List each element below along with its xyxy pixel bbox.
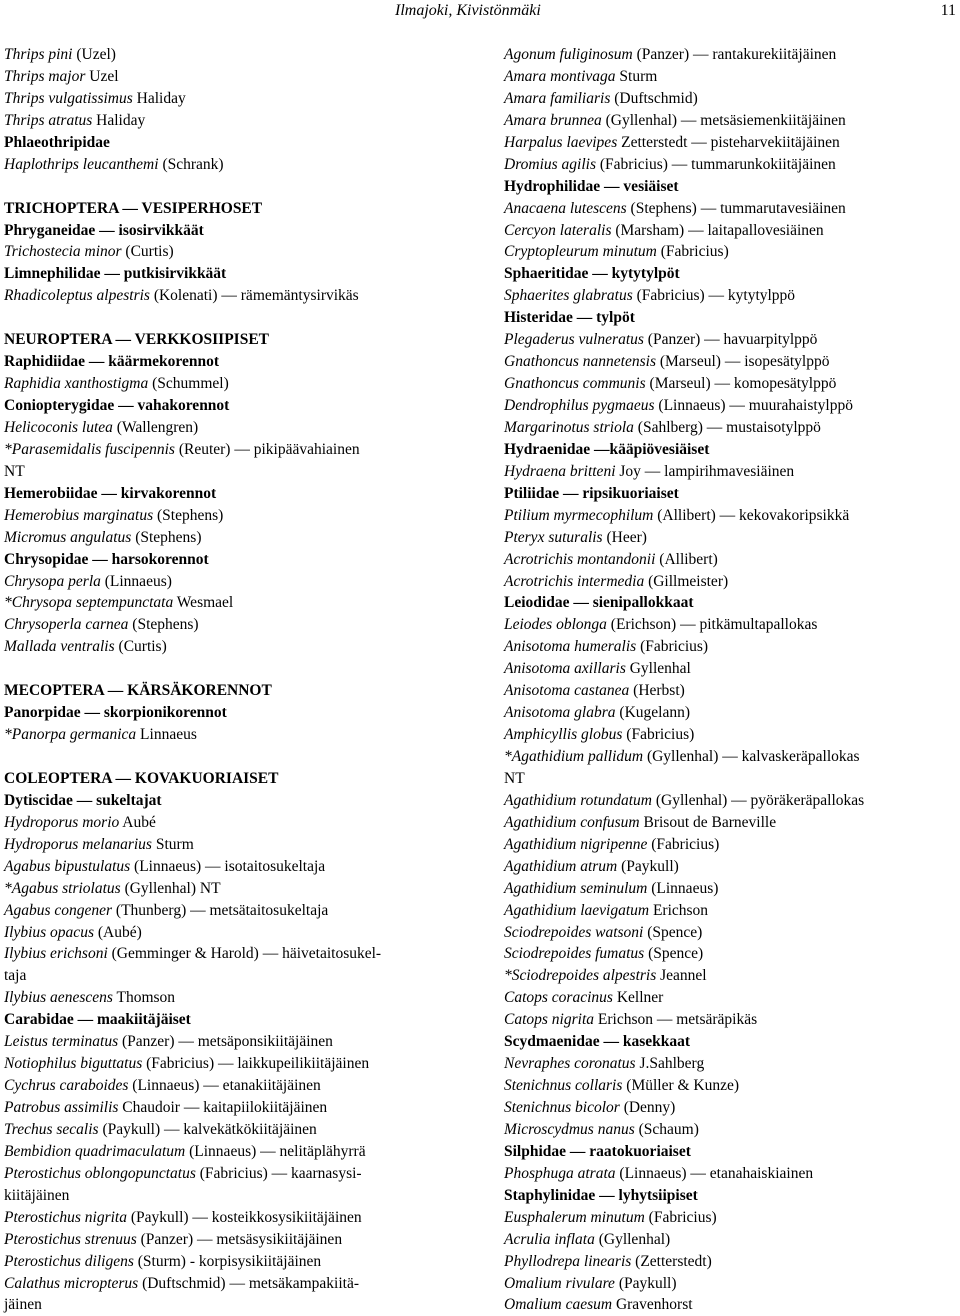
species-name: Cychrus caraboides (4, 1077, 129, 1095)
species-entry (4, 1119, 462, 1141)
species-entry (504, 110, 960, 132)
species-entry (504, 220, 960, 242)
taxon-heading: Ptiliidae — ripsikuoriaiset (504, 484, 679, 502)
species-entry (504, 154, 960, 176)
species-name: Omalium rivulare (504, 1274, 615, 1292)
species-name: Hydroporus melanarius (4, 835, 152, 853)
taxon-heading: Histeridae — tylpöt (504, 309, 635, 327)
taxon-heading: Phlaeothripidae (4, 133, 110, 151)
entry-text: (Panzer) — havuarpitylppö (643, 331, 818, 349)
entry-text: (Linnaeus) — isotaitosukeltaja (130, 857, 326, 875)
entry-text: Haliday (132, 89, 186, 107)
entry-text: (Reuter) — pikipäävahiainen (174, 440, 360, 458)
species-name: Chrysopa perla (4, 572, 101, 590)
entry-text: Sturm (151, 835, 194, 853)
entry-text: (Zetterstedt) (631, 1252, 712, 1270)
species-entry (4, 285, 462, 307)
taxon-heading: Staphylinidae — lyhytsiipiset (504, 1186, 698, 1204)
species-name: Sciodrepoides watsoni (504, 923, 644, 941)
species-entry (504, 571, 960, 593)
entry-text: Uzel (85, 67, 119, 85)
species-name: Pterostichus strenuus (4, 1230, 137, 1248)
entry-text: (Heer) (602, 528, 647, 546)
entry-text: (Duftschmid) — metsäkampakiitä- (138, 1274, 360, 1292)
species-name: Acrotrichis montandonii (504, 550, 656, 568)
species-entry (504, 285, 960, 307)
species-entry (4, 922, 462, 944)
entry-text: (Fabricius) (644, 1208, 717, 1226)
species-name: Thrips major (4, 67, 86, 85)
entry-text: (Gyllenhal) — kalvaskeräpallokas (643, 748, 860, 765)
species-entry (504, 549, 960, 571)
species-entry (4, 44, 462, 66)
entry-text: (Spence) (643, 923, 703, 941)
species-entry (4, 1053, 462, 1075)
species-name: *Panorpa germanica (4, 726, 137, 744)
species-name: *Parasemidalis fuscipennis (4, 440, 175, 458)
species-entry (504, 724, 960, 746)
species-entry (4, 1163, 462, 1185)
species-name: Hemerobius marginatus (4, 506, 154, 524)
taxon-heading: Coniopterygidae — vahakorennot (4, 397, 230, 414)
species-name: Margarinotus striola (504, 418, 634, 436)
species-entry (504, 900, 960, 922)
species-entry (504, 834, 960, 856)
entry-text: (Schrank) (158, 155, 224, 173)
species-name: Notiophilus biguttatus (4, 1055, 143, 1073)
species-name: Ptilium myrmecophilum (504, 506, 654, 524)
species-entry (504, 922, 960, 944)
page-number: 11 (940, 2, 956, 19)
species-name: Haplothrips leucanthemi (4, 155, 159, 173)
taxon-heading: Carabidae — maakiitäjäiset (4, 1011, 191, 1029)
right-column (504, 44, 960, 1316)
entry-text: (Paykull) (617, 857, 679, 875)
species-entry (504, 461, 960, 483)
entry-text: Chaudoir — kaitapiilokiitäjäinen (118, 1099, 328, 1116)
taxon-heading: Dytiscidae — sukeltajat (4, 791, 162, 809)
blank-line (4, 658, 462, 680)
species-name: Trechus secalis (4, 1120, 99, 1138)
species-name: Agathidium seminulum (504, 879, 648, 897)
taxon-heading: TRICHOPTERA — VESIPERHOSET (4, 199, 263, 217)
species-name: Calathus micropterus (4, 1274, 139, 1292)
species-entry (4, 154, 462, 176)
species-entry (504, 812, 960, 834)
species-name: Agabus bipustulatus (4, 857, 131, 875)
species-name: Leistus terminatus (4, 1033, 119, 1051)
species-entry (504, 965, 960, 987)
species-name: Rhadicoleptus alpestris (4, 287, 150, 305)
entry-text: (Allibert) — kekovakoripsikkä (653, 506, 850, 524)
species-entry (504, 943, 960, 965)
entry-text: (Uzel) (72, 46, 116, 63)
species-name: Thrips atratus (4, 111, 93, 129)
species-entry (504, 856, 960, 878)
species-name: Harpalus laevipes (504, 133, 618, 151)
taxon-heading: Hydraenidae —kääpiövesiäiset (504, 440, 710, 458)
species-name: Omalium caesum (504, 1296, 613, 1314)
species-name: Cryptopleurum minutum (504, 243, 657, 261)
blank-line (4, 307, 462, 329)
entry-text: (Fabricius) — kytytylppö (632, 287, 796, 305)
species-name: Micromus angulatus (4, 528, 132, 546)
species-entry (504, 658, 960, 680)
entry-text: (Linnaeus) — nelitäplähyrrä (185, 1142, 366, 1160)
species-name: Leiodes oblonga (504, 616, 607, 634)
entry-text: Brisout de Barneville (639, 813, 777, 831)
species-entry (504, 1251, 960, 1273)
species-name: Anisotoma axillaris (504, 660, 626, 678)
species-name: Agathidium rotundatum (504, 791, 652, 809)
entry-text: Haliday (92, 111, 146, 129)
species-entry (504, 395, 960, 417)
taxon-heading: Sphaeritidae — kytytylpöt (504, 265, 680, 283)
species-name: Pterostichus oblongopunctatus (4, 1164, 196, 1182)
species-entry (504, 66, 960, 88)
species-entry (504, 1009, 960, 1031)
species-name: Anacaena lutescens (504, 199, 627, 217)
species-name: Stenichnus bicolor (504, 1099, 620, 1116)
entry-text: (Kugelann) (615, 704, 690, 722)
species-name: Anisotoma humeralis (504, 638, 637, 656)
entry-text: (Panzer) — metsäponsikiitäjäinen (118, 1033, 333, 1051)
species-entry (4, 834, 462, 856)
species-entry (504, 1273, 960, 1295)
entry-text: (Linnaeus) (100, 572, 172, 590)
entry-text: Erichson — metsäräpikäs (594, 1011, 758, 1029)
entry-text: (Linnaeus) — etanakiitäjäinen (128, 1077, 321, 1095)
species-name: Amphicyllis globus (504, 726, 623, 744)
species-entry (4, 592, 462, 614)
species-entry (504, 702, 960, 724)
species-name: Acrotrichis intermedia (504, 572, 645, 590)
entry-text: (Marseul) — komopesätylppö (645, 375, 837, 393)
species-entry (504, 198, 960, 220)
species-name: Chrysoperla carnea (4, 616, 129, 634)
species-entry (4, 439, 462, 461)
entry-text: (Gillmeister) (644, 572, 729, 590)
species-name: Microscydmus nanus (504, 1120, 635, 1138)
taxon-heading: NEUROPTERA — VERKKOSIIPISET (4, 331, 269, 349)
species-entry (4, 571, 462, 593)
species-name: Ilybius aenescens (4, 989, 113, 1007)
species-entry (4, 1273, 462, 1295)
species-entry (4, 614, 462, 636)
entry-text: (Fabricius) — kaarnasysi- (195, 1164, 362, 1182)
taxon-heading: Limnephilidae — putkisirvikkäät (4, 265, 227, 283)
taxon-heading: Chrysopidae — harsokorennot (4, 550, 209, 568)
entry-text: Erichson (649, 901, 709, 919)
species-entry (504, 44, 960, 66)
species-name: Amara montivaga (504, 67, 616, 85)
species-name: Catops coracinus (504, 989, 613, 1007)
species-name: Pteryx suturalis (504, 528, 603, 546)
species-name: Patrobus assimilis (4, 1099, 119, 1116)
species-entry (504, 614, 960, 636)
entry-text: (Fabricius) (636, 638, 709, 656)
entry-text: (Stephens) — tummarutavesiäinen (626, 199, 846, 217)
species-name: Cercyon lateralis (504, 221, 612, 239)
entry-text: NT (4, 462, 25, 480)
entry-text: (Linnaeus) — muurahaistylppö (654, 397, 853, 414)
blank-line (4, 176, 462, 198)
entry-text: (Schummel) (148, 375, 229, 393)
species-name: Hydraena britteni (504, 462, 616, 480)
species-name: Agonum fuliginosum (504, 46, 633, 63)
species-name: Pterostichus nigrita (4, 1208, 127, 1226)
entry-text: (Herbst) (629, 682, 685, 700)
species-entry (4, 1185, 462, 1207)
entry-text: Jeannel (656, 967, 707, 985)
entry-text: (Schaum) (634, 1120, 699, 1138)
entry-text: taja (4, 967, 27, 985)
species-entry (4, 636, 462, 658)
species-name: Acrulia inflata (504, 1230, 595, 1248)
species-entry (4, 1294, 462, 1316)
species-name: Raphidia xanthostigma (4, 375, 149, 393)
species-entry (504, 1163, 960, 1185)
species-entry (4, 373, 462, 395)
entry-text: Gyllenhal (625, 660, 691, 678)
blank-line (4, 746, 462, 768)
entry-text: (Stephens) (131, 528, 202, 546)
taxon-heading: Hydrophilidae — vesiäiset (504, 177, 679, 195)
species-entry (504, 505, 960, 527)
species-entry (504, 746, 960, 768)
entry-text: J.Sahlberg (635, 1055, 705, 1073)
species-entry (4, 965, 462, 987)
species-name: Pterostichus diligens (4, 1252, 134, 1270)
species-name: Anisotoma glabra (504, 704, 616, 722)
species-name: Agathidium nigripenne (504, 835, 648, 853)
entry-text: (Panzer) — rantakurekiitäjäinen (632, 46, 837, 63)
species-entry (4, 241, 462, 263)
running-title: Ilmajoki, Kivistönmäki (395, 2, 541, 19)
species-entry (504, 1075, 960, 1097)
species-entry (4, 417, 462, 439)
species-name: *Sciodrepoides alpestris (504, 967, 657, 985)
species-entry (504, 680, 960, 702)
species-name: Sphaerites glabratus (504, 287, 633, 305)
entry-text: kiitäjäinen (4, 1186, 70, 1204)
species-name: Bembidion quadrimaculatum (4, 1142, 186, 1160)
species-entry (4, 900, 462, 922)
entry-text: (Duftschmid) (610, 89, 698, 107)
species-entry (4, 1207, 462, 1229)
species-entry (4, 461, 462, 483)
species-entry (504, 351, 960, 373)
species-name: Phosphuga atrata (504, 1164, 616, 1182)
entry-text: (Fabricius) — tummarunkokiitäjäinen (596, 155, 836, 173)
entry-text: (Curtis) (121, 243, 174, 261)
species-entry (4, 110, 462, 132)
entry-text: Zetterstedt — pisteharvekiitäjäinen (617, 133, 840, 151)
species-entry (504, 241, 960, 263)
entry-text: (Paykull) (614, 1274, 677, 1292)
entry-text: Thomson (112, 989, 176, 1007)
species-name: Hydroporus morio (4, 813, 120, 831)
entry-text: (Denny) (619, 1099, 676, 1116)
entry-text: (Gyllenhal) — metsäsiemenkiitäjäinen (601, 111, 846, 129)
species-entry (504, 132, 960, 154)
species-entry (4, 505, 462, 527)
entry-text: (Paykull) — kosteikkosysikiitäjäinen (127, 1208, 362, 1226)
species-name: Nevraphes coronatus (504, 1055, 636, 1073)
species-name: Helicoconis lutea (4, 418, 113, 436)
entry-text: jäinen (4, 1296, 42, 1314)
entry-text: Sturm (615, 67, 658, 85)
entry-text: (Paykull) — kalvekätkökiitäjäinen (98, 1120, 317, 1138)
species-name: Gnathoncus nannetensis (504, 353, 656, 371)
entry-text: (Marsham) — laitapallovesiäinen (611, 221, 824, 239)
entry-text: (Gyllenhal) — pyöräkeräpallokas (651, 791, 865, 809)
species-entry (4, 1141, 462, 1163)
species-name: Amara brunnea (504, 111, 602, 129)
species-name: Stenichnus collaris (504, 1077, 623, 1095)
entry-text: (Wallengren) (112, 418, 199, 436)
species-name: Trichostecia minor (4, 243, 122, 261)
species-name: *Chrysopa septempunctata (4, 594, 174, 612)
entry-text: (Stephens) (128, 616, 199, 634)
entry-text: Aubé (119, 813, 156, 831)
species-name: Anisotoma castanea (504, 682, 630, 700)
species-entry (504, 987, 960, 1009)
species-name: Sciodrepoides fumatus (504, 945, 645, 963)
entry-text: Gravenhorst (612, 1296, 693, 1314)
species-entry (4, 1075, 462, 1097)
species-entry (504, 636, 960, 658)
species-name: Dromius agilis (504, 155, 597, 173)
entry-text: (Sturm) - korpisysikiitäjäinen (133, 1252, 322, 1270)
species-name: Gnathoncus communis (504, 375, 646, 393)
species-name: Catops nigrita (504, 1011, 595, 1029)
taxon-heading: Phryganeidae — isosirvikkäät (4, 221, 204, 239)
species-entry (504, 1119, 960, 1141)
species-entry (4, 527, 462, 549)
taxon-heading: Scydmaenidae — kasekkaat (504, 1033, 691, 1051)
entry-text: (Erichson) — pitkämultapallokas (606, 616, 818, 634)
species-name: Mallada ventralis (4, 638, 115, 656)
species-entry (504, 1207, 960, 1229)
species-entry (4, 1251, 462, 1273)
entry-text: (Aubé) (93, 923, 142, 941)
species-name: Plegaderus vulneratus (504, 331, 644, 349)
entry-text: (Fabricius) — laikkupeilikiitäjäinen (142, 1055, 370, 1073)
entry-text: (Curtis) (114, 638, 167, 656)
entry-text: (Gyllenhal) (594, 1230, 671, 1248)
species-entry (504, 768, 960, 790)
entry-text: Linnaeus (136, 726, 197, 744)
taxon-heading: COLEOPTERA — KOVAKUORIAISET (4, 769, 279, 787)
entry-text: NT (504, 769, 525, 787)
species-entry (4, 1031, 462, 1053)
entry-text: Wesmael (173, 594, 234, 612)
species-entry (4, 724, 462, 746)
entry-text: (Sahlberg) — mustaisotylppö (633, 418, 821, 436)
species-entry (504, 1229, 960, 1251)
entry-text: (Kolenati) — rämemäntysirvikäs (149, 287, 359, 305)
taxon-heading: MECOPTERA — KÄRSÄKORENNOT (4, 682, 272, 700)
entry-text: (Linnaeus) (647, 879, 719, 897)
species-entry (504, 329, 960, 351)
species-name: Thrips vulgatissimus (4, 89, 133, 107)
entry-text: (Gyllenhal) NT (120, 879, 221, 897)
species-name: Eusphalerum minutum (504, 1208, 645, 1226)
species-entry (4, 66, 462, 88)
entry-text: (Fabricius) (656, 243, 729, 261)
species-name: Ilybius opacus (4, 923, 94, 941)
species-entry (504, 878, 960, 900)
species-entry (504, 527, 960, 549)
species-name: Agabus congener (4, 901, 113, 919)
entry-text: (Gemminger & Harold) — häivetaitosukel- (107, 945, 382, 963)
entry-text: (Panzer) — metsäsysikiitäjäinen (136, 1230, 343, 1248)
entry-text: (Spence) (644, 945, 704, 963)
species-entry (504, 790, 960, 812)
species-name: Amara familiaris (504, 89, 611, 107)
entry-text: Kellner (612, 989, 664, 1007)
species-entry (4, 943, 462, 965)
entry-text: (Fabricius) (647, 835, 720, 853)
species-entry (4, 856, 462, 878)
species-entry (504, 373, 960, 395)
species-entry (4, 812, 462, 834)
species-entry (504, 1294, 960, 1316)
species-name: Phyllodrepa linearis (504, 1252, 632, 1270)
taxon-heading: Hemerobiidae — kirvakorennot (4, 484, 217, 502)
entry-text: (Stephens) (153, 506, 224, 524)
entry-text: (Allibert) (655, 550, 718, 568)
species-name: Ilybius erichsoni (4, 945, 108, 963)
entry-text: (Thunberg) — metsätaitosukeltaja (112, 901, 329, 919)
species-entry (504, 417, 960, 439)
species-entry (4, 878, 462, 900)
species-entry (504, 1097, 960, 1119)
left-column (4, 44, 462, 1316)
taxon-heading: Leiodidae — sienipallokkaat (504, 594, 694, 612)
species-name: *Agathidium pallidum (504, 748, 644, 765)
entry-text: (Marseul) — isopesätylppö (655, 353, 830, 371)
taxon-heading: Silphidae — raatokuoriaiset (504, 1142, 691, 1160)
entry-text: (Linnaeus) — etanahaiskiainen (615, 1164, 814, 1182)
entry-text: Joy — lampirihmavesiäinen (615, 462, 795, 480)
taxon-heading: Raphidiidae — käärmekorennot (4, 353, 220, 371)
species-entry (504, 88, 960, 110)
species-name: Dendrophilus pygmaeus (504, 397, 655, 414)
species-name: Agathidium confusum (504, 813, 640, 831)
species-name: *Agabus striolatus (4, 879, 121, 897)
taxon-heading: Panorpidae — skorpionikorennot (4, 704, 227, 722)
running-header (0, 0, 960, 24)
species-entry (4, 1097, 462, 1119)
species-name: Agathidium atrum (504, 857, 618, 875)
entry-text: (Müller & Kunze) (622, 1077, 740, 1095)
species-name: Thrips pini (4, 46, 73, 63)
species-name: Agathidium laevigatum (504, 901, 650, 919)
species-entry (4, 987, 462, 1009)
entry-text: (Fabricius) (622, 726, 695, 744)
species-entry (4, 88, 462, 110)
species-entry (4, 1229, 462, 1251)
species-entry (504, 1053, 960, 1075)
